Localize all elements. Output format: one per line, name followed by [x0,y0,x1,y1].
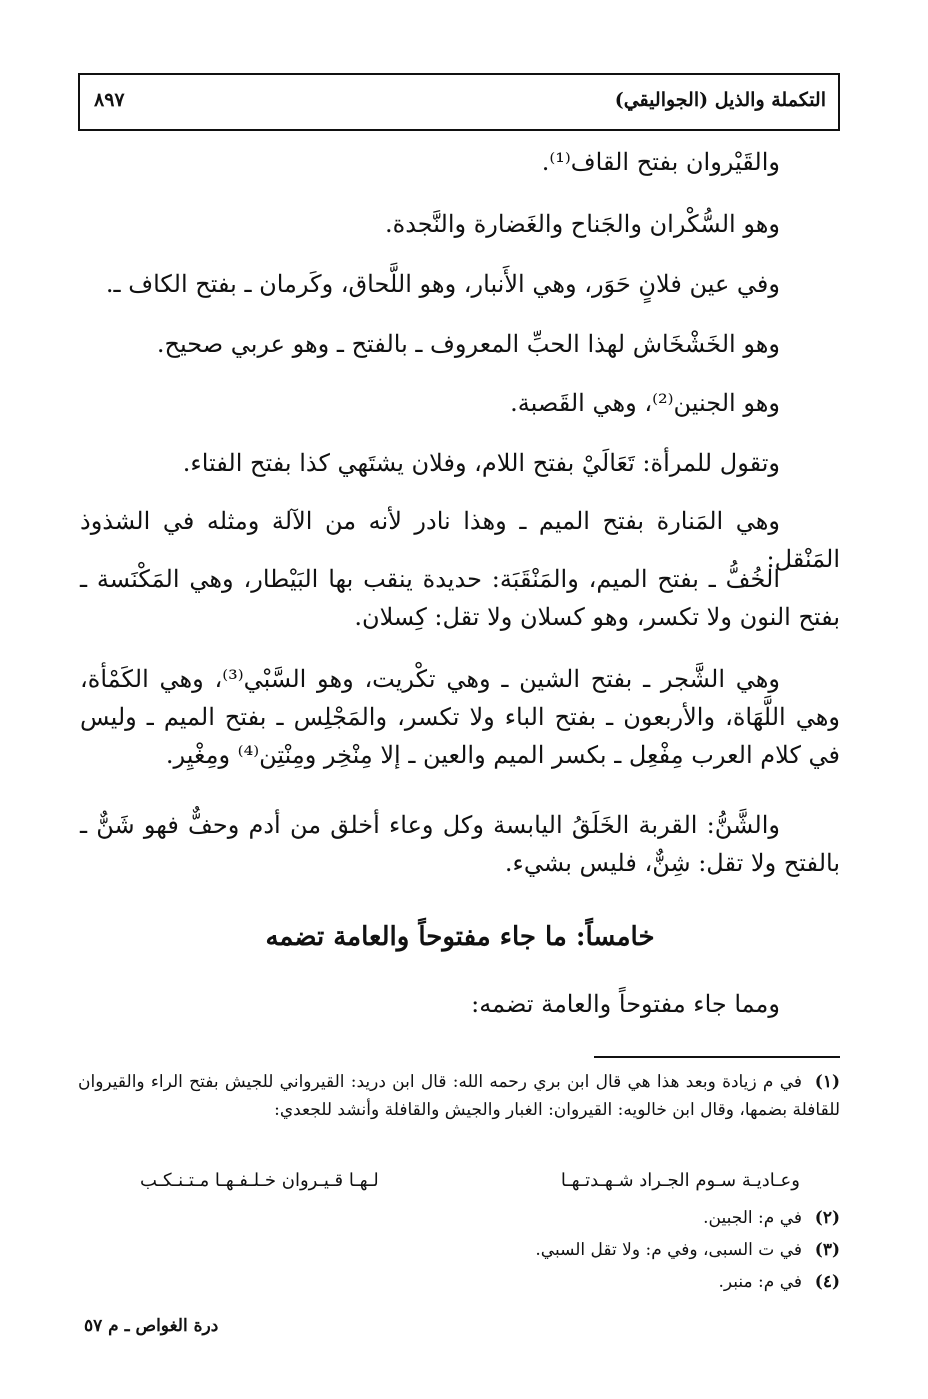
paragraph: والقَيْروان بفتح القاف⁽¹⁾. [541,148,780,176]
footnote [78,1068,840,1124]
running-title: التكملة والذيل (الجواليقي) [614,89,826,111]
paragraph: وهو الجنين⁽²⁾، وهي القَصبة. [510,389,780,417]
section-intro: ومما جاء مفتوحاً والعامة تضمه: [471,990,780,1018]
section-heading: خامساً: ما جاء مفتوحاً والعامة تضمه [265,922,655,952]
footnote [78,1204,840,1232]
paragraph: وفي عين فلانٍ حَوَر، وهي الأَنبار، وهو اللَّحاق، وكَرمان ـ بفتح الكاف ـ. [105,270,780,298]
paragraph: وهو الخَشْخَاش لهذا الحبِّ المعروف ـ بالفتح ـ وهو عربي صحيح. [156,330,780,358]
page-footer: درة الغواص ـ م ٥٧ [84,1316,219,1336]
paragraph: الخُفُّ ـ بفتح الميم، والمَنْقَبَة: حديدة ينقب بها البَيْطار، وهي المَكْنَسة ـ بفتح النون ولا تكسر، وهو كسلان ولا تقل: كِسلان. [80,565,840,631]
footnote-text: في م زيادة وبعد هذا هي قال ابن بري رحمه الله: قال ابن دريد: القيرواني للجيش بفتح الراء والقيروان للقافلة بضمها، وقال ابن خالويه: القيروان: الغبار والجيش والقافلة وأنشد للجعدي: [78,1072,840,1120]
paragraph: وتقول للمرأة: تَعَالَيْ بفتح اللام، وفلان يشتَهي كذا بفتح الفتاء. [182,449,780,477]
verse-hemistich: لـهـا قـيـروان خـلـفـهـا مـتـنـكـب [140,1170,379,1191]
page-number: ٨٩٧ [94,89,125,111]
footnote-number: (٤) [814,1272,840,1292]
paragraph: والشَّنُّ: القربة الخَلَقُ اليابسة وكل وعاء أخلق من أدم وحفٌّ فهو شَنٌّ ـ بالفتح ولا تقل: شِنٌّ، فليس بشيء. [80,811,840,877]
paragraph: وهي المَنارة بفتح الميم ـ وهذا نادر لأنه من الآلة ومثله في الشذوذ المَنْقل: [80,507,840,573]
paragraph: وهو السُّكْران والجَناح والغَضارة والنَّجدة. [385,210,780,238]
footnote-text: في م: الجبين. [703,1208,802,1228]
footnote-number: (٢) [814,1208,840,1228]
verse-hemistich: وعـاديـة سـوم الجـراد شـهـدتـهـا [560,1170,800,1191]
footnote-text: في م: منبر. [718,1272,802,1292]
footnote [78,1236,840,1264]
footnote [78,1268,840,1296]
footnote-text: في ت السبى، وفي م: ولا تقل السبي. [535,1240,802,1260]
footnote-divider [594,1056,840,1058]
running-header [78,73,840,131]
footnote-number: (٣) [814,1240,840,1260]
paragraph: وهي الشَّجر ـ بفتح الشين ـ وهي تكْريت، وهو السَّبْي⁽³⁾، وهي الكَمْأة، وهي اللَّهَاة، والأربعون ـ بفتح الباء ولا تكسر، والمَجْلِس ـ بفتح الميم ـ وليس في كلام العرب مِفْعِل ـ بكسر الميم والعين ـ إلا مِنْخِر ومِنْتِن⁽⁴⁾ ومِغْيِر. [80,665,840,769]
footnote-number: (١) [814,1072,840,1092]
